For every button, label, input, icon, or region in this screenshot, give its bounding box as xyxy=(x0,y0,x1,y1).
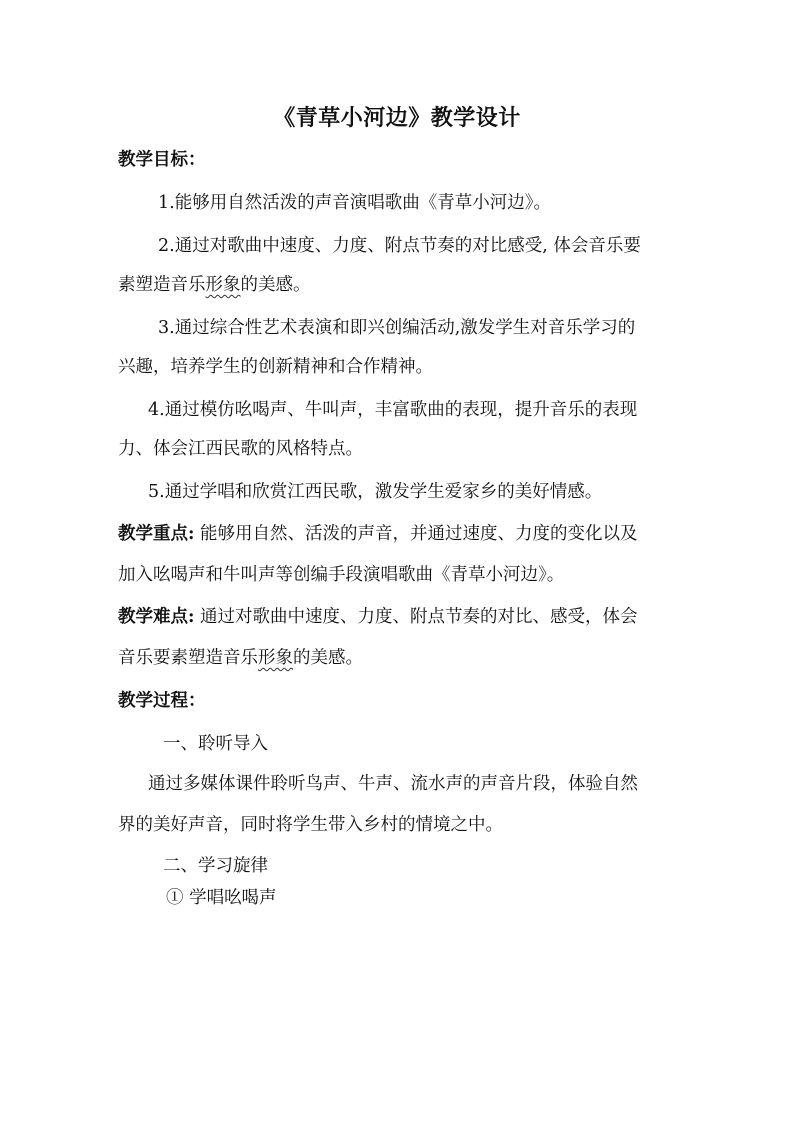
objective-1: 1.能够用自然活泼的声音演唱歌曲《青草小河边》。 xyxy=(158,193,551,213)
section-1-line-1: 通过多媒体课件聆听鸟声、牛声、流水声的声音片段，体验自然 xyxy=(148,774,638,794)
key-point-label: 教学重点: xyxy=(118,524,195,544)
key-point-line-1: 教学重点: 能够用自然、活泼的声音，并通过速度、力度的变化以及 xyxy=(118,524,638,544)
difficulty-line-2: 音乐要素塑造音乐形象的美感。 xyxy=(118,648,363,668)
document-title: 《青草小河边》教学设计 xyxy=(273,105,521,131)
process-heading: 教学过程： xyxy=(118,691,206,711)
wavy-underlined-text: 形象 xyxy=(205,275,241,295)
key-point-line-2: 加入吆喝声和牛叫声等创编手段演唱歌曲《青草小河边》。 xyxy=(118,565,565,585)
objective-3-line-2: 兴趣，培养学生的创新精神和合作精神。 xyxy=(118,357,433,377)
difficulty-label: 教学难点: xyxy=(118,607,195,627)
difficulty-line-1: 教学难点: 通过对歌曲中速度、力度、附点节奏的对比、感受，体会 xyxy=(118,607,638,627)
section-2-item-1: ① 学唱吆喝声 xyxy=(166,888,277,908)
objective-4-line-1: 4.通过模仿吆喝声、牛叫声，丰富歌曲的表现，提升音乐的表现 xyxy=(148,400,638,420)
section-1-heading: 一、聆听导入 xyxy=(163,734,268,754)
objective-3-line-1: 3.通过综合性艺术表演和即兴创编活动,激发学生对音乐学习的 xyxy=(158,318,636,338)
objectives-heading: 教学目标： xyxy=(118,150,206,170)
section-2-heading: 二、学习旋律 xyxy=(163,856,268,876)
objective-4-line-2: 力、体会江西民歌的风格特点。 xyxy=(118,439,363,459)
objective-2-line-1: 2.通过对歌曲中速度、力度、附点节奏的对比感受, 体会音乐要 xyxy=(158,236,641,256)
objective-2-line-2: 素塑造音乐形象的美感。 xyxy=(118,275,311,295)
objective-5: 5.通过学唱和欣赏江西民歌，激发学生爱家乡的美好情感。 xyxy=(148,482,603,502)
section-1-line-2: 界的美好声音，同时将学生带入乡村的情境之中。 xyxy=(118,815,503,835)
wavy-underlined-text: 形象 xyxy=(258,648,293,668)
